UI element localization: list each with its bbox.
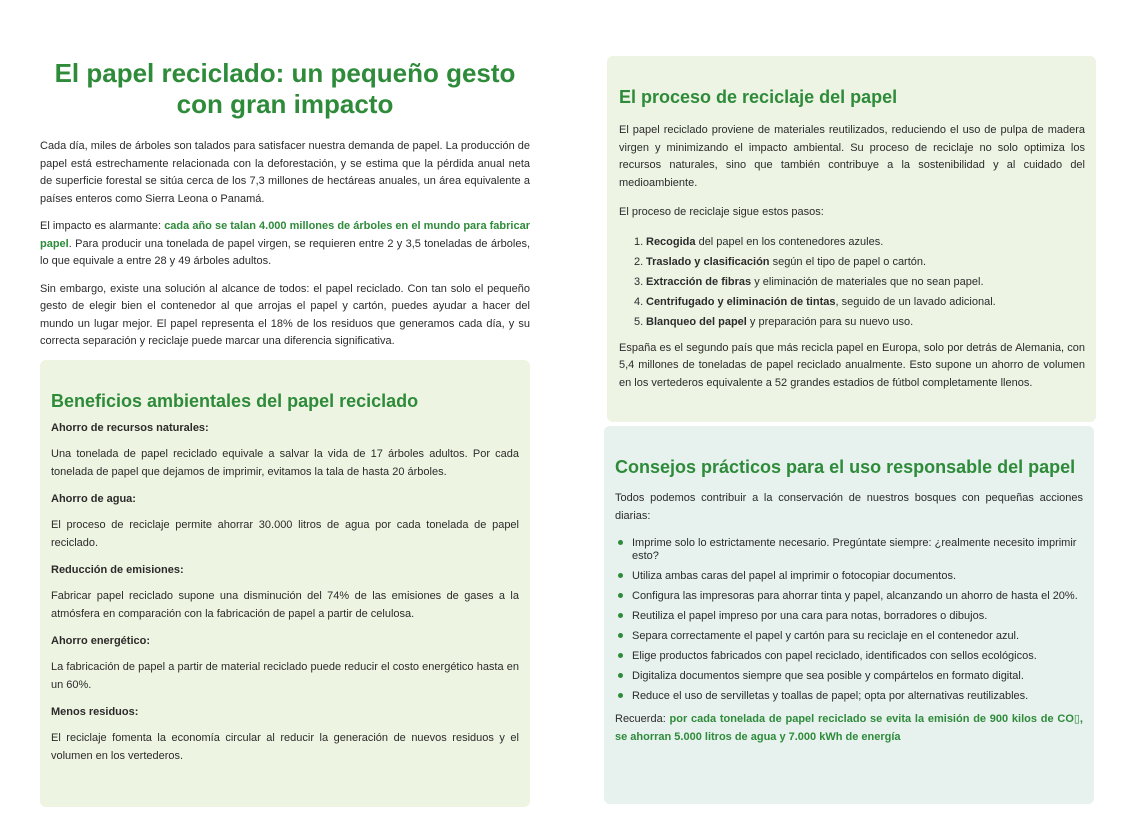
intro-paragraph-2 <box>40 218 530 271</box>
remember-highlight: por cada tonelada de papel reciclado se evita la emisión de 900 kilos de CO▯, se ahorran 5.000 litros de agua y 7.000 kWh de energía <box>615 713 1083 743</box>
step-bold: Centrifugado y eliminación de tintas <box>646 295 836 308</box>
step-number: 2. <box>634 255 644 268</box>
step-rest: , seguido de un lavado adicional. <box>835 295 996 308</box>
tip-item <box>615 630 1083 643</box>
tip-text: Elige productos fabricados con papel reciclado, identificados con sellos ecológicos. <box>632 650 1037 662</box>
tips-title: Consejos prácticos para el uso responsable del papel <box>615 457 1076 477</box>
benefit-heading: Ahorro energético: <box>51 635 151 647</box>
process-paragraph-1: El papel reciclado proviene de materiales reutilizados, reduciendo el uso de pulpa de madera virgen y minimizando el impacto ambiental. Su proceso de reciclaje no solo optimiza los recursos naturales, sino que también contribuye a la sostenibilidad y al cuidado del medioambiente. <box>619 124 1085 189</box>
tips-list <box>615 537 1083 703</box>
process-steps <box>634 232 1085 332</box>
tip-text: Reutiliza el papel impreso por una cara para notas, borradores o dibujos. <box>632 610 988 622</box>
bullet-icon <box>618 613 623 618</box>
benefits-title: Beneficios ambientales del papel reciclado <box>51 391 419 411</box>
step-number: 1. <box>634 235 644 248</box>
benefit-heading: Reducción de emisiones: <box>51 564 184 576</box>
intro-p2-rest: . Para producir una tonelada de papel virgen, se requieren entre 2 y 3,5 toneladas de árboles, lo que equivale a entre 28 y 49 árboles adultos. <box>40 237 530 267</box>
step-rest: y preparación para su nuevo uso. <box>746 315 914 328</box>
remember-lead: Recuerda: <box>615 713 670 725</box>
step-number: 3. <box>634 275 644 288</box>
step-bold: Extracción de fibras <box>646 275 752 288</box>
step-bold: Traslado y clasificación <box>646 255 770 268</box>
tip-text: Separa correctamente el papel y cartón para su reciclaje en el contenedor azul. <box>632 630 1020 642</box>
step-rest: del papel en los contenedores azules. <box>695 235 884 248</box>
process-paragraph-3: España es el segundo país que más recicla papel en Europa, solo por detrás de Alemania, con 5,4 millones de toneladas de papel reciclado anualmente. Esto supone un ahorro de volumen en los vertederos equivalente a 52 grandes estadios de fútbol completamente llenos. <box>619 341 1085 389</box>
step-rest: según el tipo de papel o cartón. <box>769 255 927 268</box>
bullet-icon <box>618 693 623 698</box>
intro-paragraph-1: Cada día, miles de árboles son talados para satisfacer nuestra demanda de papel. La producción de papel está estrechamente relacionada con la deforestación, y se estima que la pérdida anual neta de superficie forestal se sitúa cerca de los 7,3 millones de hectáreas anuales, un área equivalente a países enteros como Sierra Leona o Panamá. <box>40 140 530 205</box>
benefit-heading: Ahorro de recursos naturales: <box>51 422 209 434</box>
process-step <box>634 272 1085 292</box>
benefit-text: Una tonelada de papel reciclado equivale a salvar la vida de 17 árboles adultos. Por cada tonelada de papel que dejamos de imprimir, evitamos la tala de hasta 20 árboles. <box>51 448 519 478</box>
benefit-heading: Ahorro de agua: <box>51 493 136 505</box>
intro-p2-lead: El impacto es alarmante: <box>40 220 165 232</box>
process-panel <box>607 56 1096 422</box>
bullet-icon <box>618 593 623 598</box>
benefit-text: El reciclaje fomenta la economía circular al reducir la generación de nuevos residuos y el volumen en los vertederos. <box>51 732 519 762</box>
tip-item <box>615 650 1083 663</box>
tips-panel <box>604 426 1094 804</box>
tip-item <box>615 590 1083 603</box>
process-title: El proceso de reciclaje del papel <box>619 87 898 107</box>
bullet-icon <box>618 653 623 658</box>
benefit-text: Fabricar papel reciclado supone una disminución del 74% de las emisiones de gases a la atmósfera en comparación con la fabricación de papel a partir de celulosa. <box>51 590 519 620</box>
step-bold: Blanqueo del papel <box>646 315 747 328</box>
step-number: 5. <box>634 315 644 328</box>
step-number: 4. <box>634 295 644 308</box>
process-step <box>634 292 1085 312</box>
intro-paragraph-3: Sin embargo, existe una solución al alcance de todos: el papel reciclado. Con tan solo el pequeño gesto de elegir bien el contenedor al que arrojas el papel y cartón, puedes ayudar a hacer del mundo un lugar mejor. El papel representa el 18% de los residuos que generamos cada día, y su correcta separación y reciclaje puede marcar una diferencia significativa. <box>40 282 530 347</box>
tip-text: Imprime solo lo estrictamente necesario. Pregúntate siempre: ¿realmente necesito imprimir esto? <box>632 537 1077 562</box>
tip-text: Utiliza ambas caras del papel al imprimir o fotocopiar documentos. <box>632 570 957 582</box>
tips-intro: Todos podemos contribuir a la conservación de nuestros bosques con pequeñas acciones diarias: <box>615 492 1083 522</box>
process-step <box>634 252 1085 272</box>
tip-text: Configura las impresoras para ahorrar tinta y papel, alcanzando un ahorro de hasta el 20%. <box>632 590 1078 602</box>
bullet-icon <box>618 633 623 638</box>
benefit-text: La fabricación de papel a partir de material reciclado puede reducir el costo energético hasta en un 60%. <box>51 661 519 691</box>
tip-item <box>615 670 1083 683</box>
tip-item <box>615 570 1083 583</box>
tip-item <box>615 690 1083 703</box>
tip-item <box>615 537 1083 563</box>
bullet-icon <box>618 673 623 678</box>
bullet-icon <box>618 540 623 545</box>
step-rest: y eliminación de materiales que no sean papel. <box>751 275 984 288</box>
tip-text: Digitaliza documentos siempre que sea posible y compártelos en formato digital. <box>632 670 1024 682</box>
intro-p2-highlight: cada año se talan 4.000 millones de árboles en el mundo para fabricar papel <box>40 220 530 250</box>
tips-remember <box>615 711 1083 746</box>
process-step <box>634 312 1085 332</box>
step-bold: Recogida <box>646 235 696 248</box>
benefits-panel <box>40 360 530 807</box>
benefit-heading: Menos residuos: <box>51 706 139 718</box>
process-step <box>634 232 1085 252</box>
benefit-text: El proceso de reciclaje permite ahorrar 30.000 litros de agua por cada tonelada de papel reciclado. <box>51 519 519 549</box>
page-title: El papel reciclado: un pequeño gesto con gran impacto <box>54 58 516 119</box>
tip-text: Reduce el uso de servilletas y toallas de papel; opta por alternativas reutilizables. <box>632 690 1029 702</box>
process-paragraph-2: El proceso de reciclaje sigue estos pasos: <box>619 206 824 218</box>
benefits-list <box>51 420 519 765</box>
tip-item <box>615 610 1083 623</box>
bullet-icon <box>618 573 623 578</box>
intro-section <box>40 58 530 351</box>
